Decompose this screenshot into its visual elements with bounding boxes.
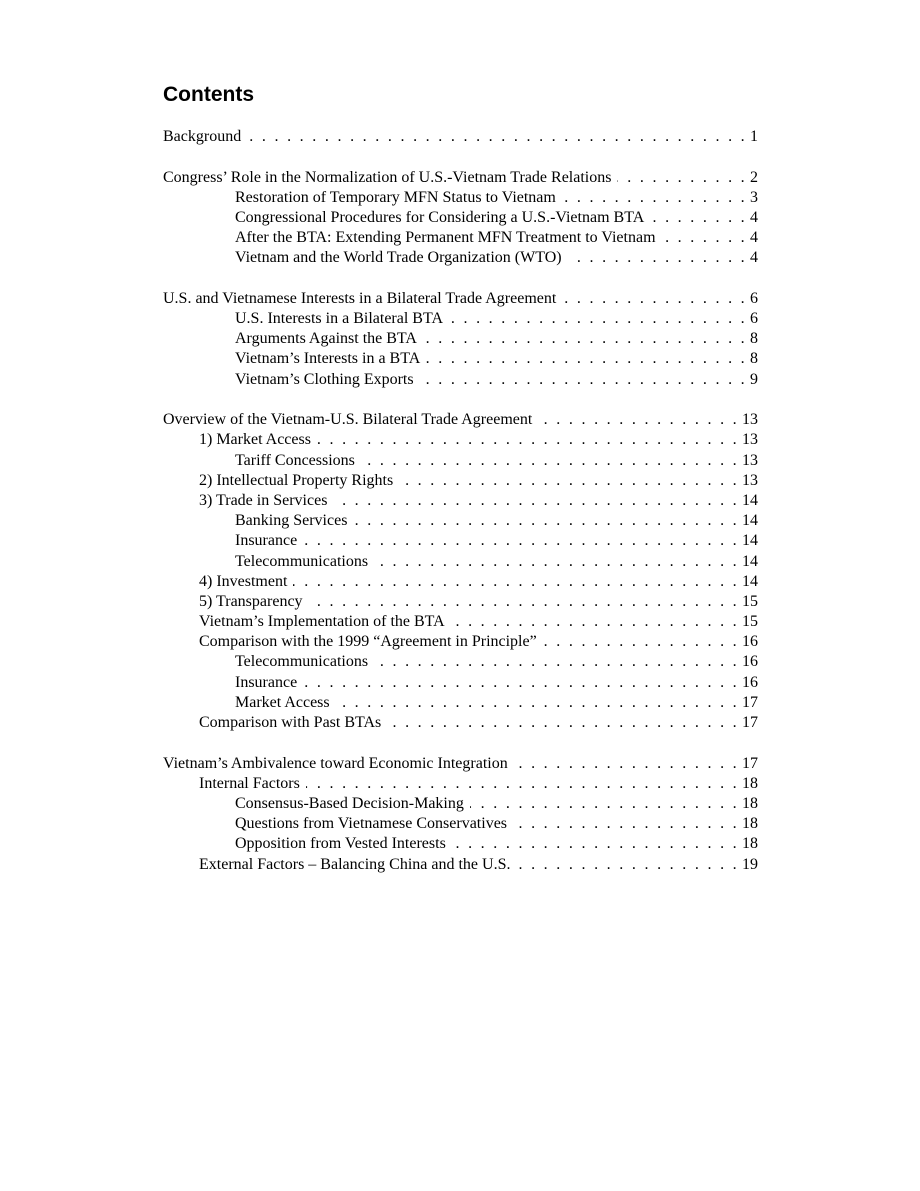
page-title: Contents (163, 83, 254, 106)
toc-page-number: 4 (750, 249, 758, 267)
dot-leader (543, 632, 739, 652)
toc-entry-title: Insurance (235, 673, 298, 691)
toc-section (163, 754, 758, 875)
toc-entry-title: Arguments Against the BTA (235, 330, 417, 348)
toc-subsection-entry (163, 794, 758, 814)
toc-chapter-entry (163, 168, 758, 188)
toc-entry-title: Vietnam’s Implementation of the BTA (199, 613, 445, 631)
dot-leader (449, 309, 747, 329)
toc-entry-title: Market Access (235, 693, 330, 711)
toc-page-number: 2 (750, 168, 758, 186)
toc-page-number: 9 (750, 370, 758, 388)
toc-subsection-entry (163, 652, 758, 672)
toc-page-number: 14 (742, 552, 758, 570)
toc-subsection-entry (163, 228, 758, 248)
toc-page-number: 14 (742, 512, 758, 530)
toc-section (163, 289, 758, 390)
dot-leader (562, 289, 747, 309)
toc-section (163, 410, 758, 733)
toc-page-number: 18 (742, 795, 758, 812)
toc-entry-title: Congress’ Role in the Normalization of U.S.-Vietnam Trade Relations (163, 168, 612, 186)
dot-leader (336, 693, 739, 713)
toc-entry-title: U.S. Interests in a Bilateral BTA (235, 310, 444, 328)
toc-chapter-entry (163, 289, 758, 309)
dot-leader (374, 652, 739, 672)
dot-leader (426, 349, 747, 369)
dot-leader (247, 127, 747, 147)
dot-leader (516, 855, 739, 875)
toc-subsection-entry (163, 188, 758, 208)
toc-subsection-entry (163, 693, 758, 713)
toc-entry-title: External Factors – Balancing China and the U.S. (199, 855, 511, 873)
toc-entry-title: Comparison with Past BTAs (199, 714, 382, 732)
toc-page-number: 4 (750, 229, 758, 247)
dot-leader (423, 329, 747, 349)
toc-entry-title: Insurance (235, 532, 298, 550)
toc-section-entry (163, 471, 758, 491)
dot-leader (451, 612, 739, 632)
toc-page-number: 16 (742, 673, 758, 691)
toc-section-entry (163, 572, 758, 592)
toc-chapter-entry (163, 127, 758, 147)
toc-page-number: 1 (750, 128, 758, 145)
toc-subsection-entry (163, 309, 758, 329)
toc-entry-title: Opposition from Vested Interests (235, 835, 446, 853)
toc-entry-title: U.S. and Vietnamese Interests in a Bilateral Trade Agreement (163, 289, 557, 307)
toc-subsection-entry (163, 248, 758, 268)
toc-page-number: 19 (742, 855, 758, 873)
toc-subsection-entry (163, 451, 758, 471)
toc-page-number: 13 (742, 451, 758, 469)
toc-page-number: 17 (742, 693, 758, 711)
toc-section-entry (163, 612, 758, 632)
toc-page-number: 8 (750, 330, 758, 348)
dot-leader (306, 774, 739, 794)
toc-entry-title: Vietnam’s Clothing Exports (235, 370, 414, 388)
toc-page-number: 18 (742, 815, 758, 833)
toc-subsection-entry (163, 208, 758, 228)
dot-leader (452, 834, 739, 854)
toc-entry-title: Vietnam’s Interests in a BTA (235, 350, 421, 368)
toc-entry-title: Consensus-Based Decision-Making (235, 795, 464, 812)
dot-leader (387, 713, 739, 733)
dot-leader (353, 511, 739, 531)
toc-page-number: 15 (742, 613, 758, 631)
dot-leader (303, 673, 739, 693)
toc-page-number: 18 (742, 774, 758, 792)
dot-leader (317, 430, 739, 450)
toc-entry-title: After the BTA: Extending Permanent MFN Treatment to Vietnam (235, 229, 656, 247)
dot-leader (538, 410, 739, 430)
dot-leader (513, 814, 739, 834)
table-of-contents (163, 127, 758, 895)
toc-entry-title: Vietnam’s Ambivalence toward Economic Integration (163, 754, 508, 772)
toc-entry-title: Congressional Procedures for Considering a U.S.-Vietnam BTA (235, 208, 645, 226)
toc-section-entry (163, 632, 758, 652)
toc-entry-title: 1) Market Access (199, 431, 311, 449)
toc-page-number: 13 (742, 471, 758, 489)
toc-page-number: 16 (742, 653, 758, 671)
dot-leader (309, 592, 739, 612)
toc-entry-title: 5) Transparency (199, 592, 303, 610)
toc-entry-title: Banking Services (235, 512, 348, 530)
toc-page-number: 13 (742, 431, 758, 449)
toc-page-number: 17 (742, 754, 758, 772)
dot-leader (399, 471, 739, 491)
dot-leader (333, 491, 739, 511)
toc-subsection-entry (163, 834, 758, 854)
toc-page-number: 3 (750, 188, 758, 206)
toc-entry-title: Internal Factors (199, 774, 300, 792)
toc-section-entry (163, 774, 758, 794)
toc-page-number: 13 (742, 411, 758, 429)
toc-page-number: 15 (742, 592, 758, 610)
toc-subsection-entry (163, 349, 758, 369)
toc-page-number: 14 (742, 491, 758, 509)
toc-entry-title: Background (163, 128, 242, 145)
dot-leader (293, 572, 739, 592)
toc-entry-title: Questions from Vietnamese Conservatives (235, 815, 508, 833)
toc-entry-title: 3) Trade in Services (199, 491, 328, 509)
toc-page-number: 14 (742, 572, 758, 590)
toc-subsection-entry (163, 673, 758, 693)
dot-leader (303, 531, 739, 551)
toc-section (163, 127, 758, 147)
toc-entry-title: 4) Investment (199, 572, 288, 590)
toc-chapter-entry (163, 410, 758, 430)
toc-entry-title: Telecommunications (235, 653, 369, 671)
toc-section-entry (163, 713, 758, 733)
toc-page-number: 18 (742, 835, 758, 853)
dot-leader (514, 754, 739, 774)
dot-leader (568, 248, 747, 268)
toc-section (163, 168, 758, 269)
toc-entry-title: 2) Intellectual Property Rights (199, 471, 394, 489)
toc-entry-title: Telecommunications (235, 552, 369, 570)
toc-subsection-entry (163, 814, 758, 834)
toc-section-entry (163, 430, 758, 450)
toc-subsection-entry (163, 531, 758, 551)
toc-entry-title: Overview of the Vietnam-U.S. Bilateral Trade Agreement (163, 411, 533, 429)
toc-entry-title: Tariff Concessions (235, 451, 355, 469)
dot-leader (650, 208, 747, 228)
toc-subsection-entry (163, 552, 758, 572)
toc-page-number: 14 (742, 532, 758, 550)
toc-entry-title: Comparison with the 1999 “Agreement in Principle” (199, 633, 537, 651)
dot-leader (562, 188, 747, 208)
toc-subsection-entry (163, 329, 758, 349)
toc-chapter-entry (163, 754, 758, 774)
dot-leader (420, 370, 747, 390)
toc-page-number: 4 (750, 208, 758, 226)
toc-section-entry (163, 855, 758, 875)
toc-page-number: 8 (750, 350, 758, 368)
toc-page-number: 16 (742, 633, 758, 651)
dot-leader (470, 794, 739, 814)
toc-section-entry (163, 592, 758, 612)
dot-leader (617, 168, 747, 188)
dot-leader (361, 451, 739, 471)
toc-page-number: 6 (750, 289, 758, 307)
toc-page-number: 17 (742, 714, 758, 732)
toc-entry-title: Restoration of Temporary MFN Status to Vietnam (235, 188, 556, 206)
toc-section-entry (163, 491, 758, 511)
toc-subsection-entry (163, 370, 758, 390)
dot-leader (374, 552, 739, 572)
dot-leader (662, 228, 747, 248)
toc-subsection-entry (163, 511, 758, 531)
toc-entry-title: Vietnam and the World Trade Organization (WTO) (235, 249, 562, 267)
toc-page-number: 6 (750, 310, 758, 328)
